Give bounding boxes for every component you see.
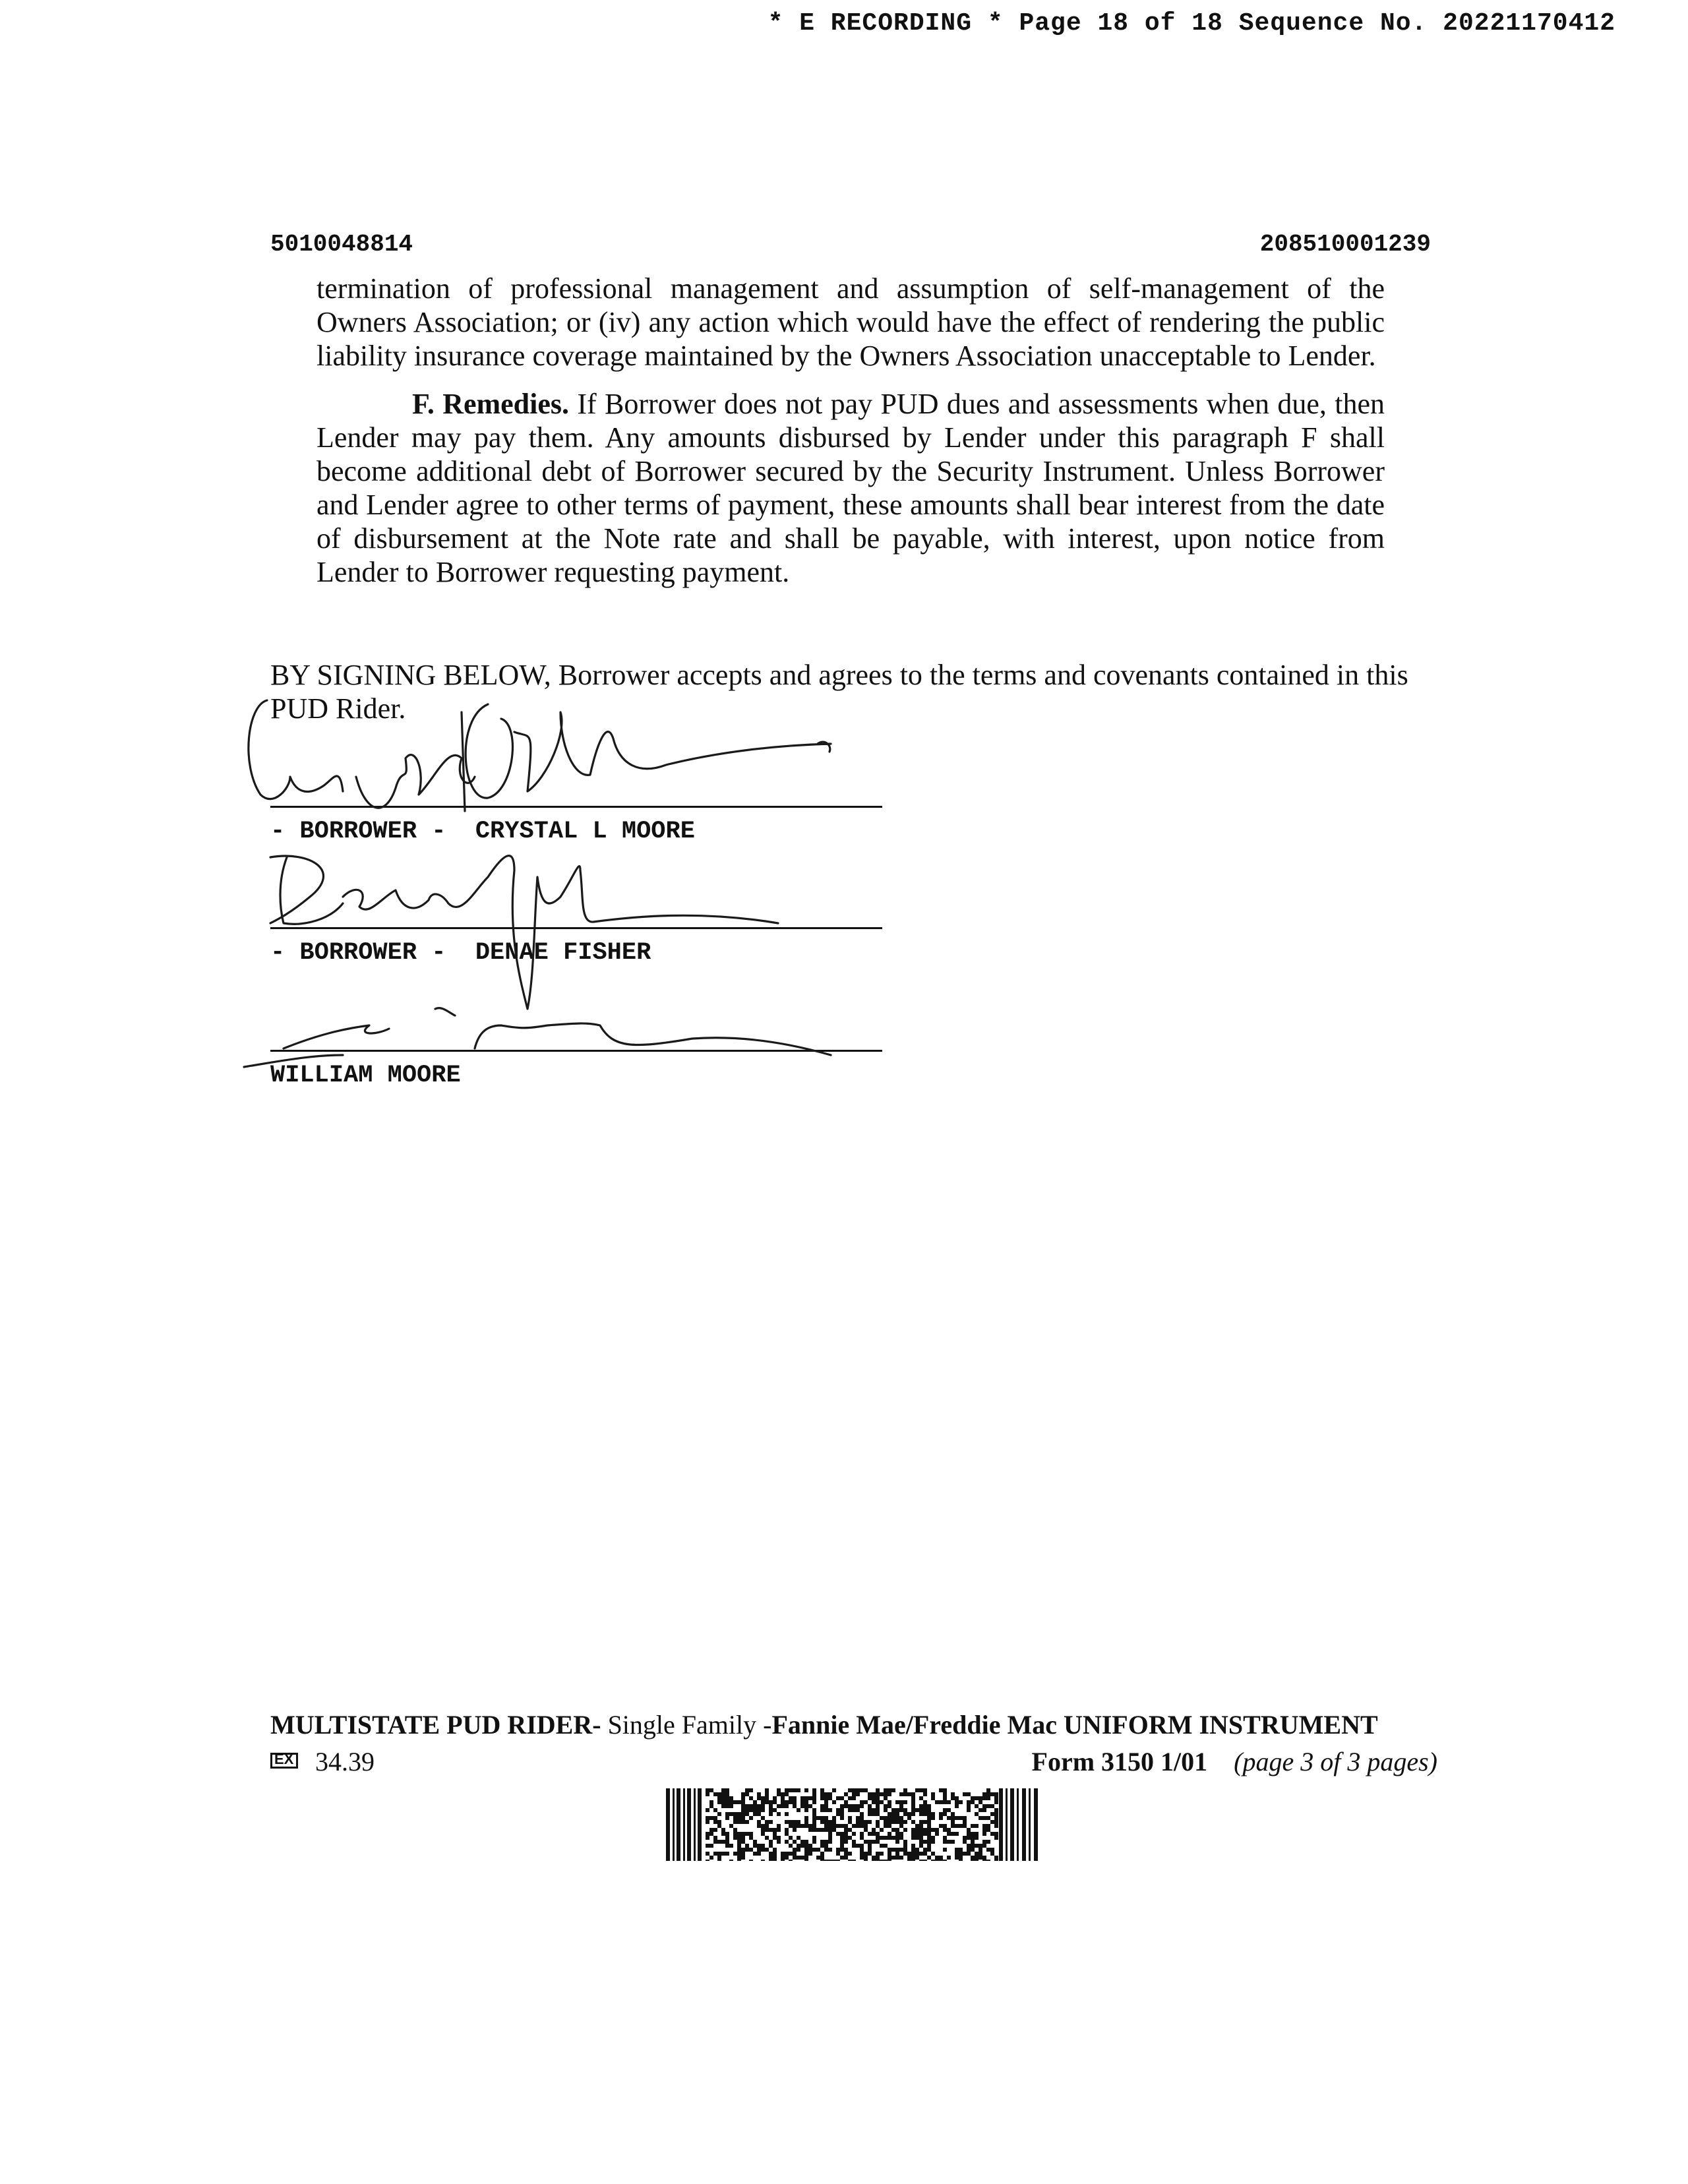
page-info: (page 3 of 3 pages) [1234, 1747, 1437, 1776]
signature-line-1 [270, 806, 882, 808]
signer-label-1: - BORROWER - CRYSTAL L MOORE [270, 818, 695, 845]
form-title [270, 1709, 1378, 1740]
signature-william-moore [244, 1008, 831, 1067]
loan-number-right: 208510001239 [1259, 231, 1431, 258]
loan-number-left: 5010048814 [270, 231, 413, 258]
form-code-row [270, 1746, 1437, 1778]
ex-box-icon [270, 1753, 298, 1769]
barcode-graphic [666, 1788, 1042, 1861]
signature-line-3 [270, 1050, 882, 1052]
signer-label-3: WILLIAM MOORE [270, 1062, 461, 1089]
form-id [1032, 1746, 1437, 1777]
rider-body-text [316, 272, 1385, 589]
signing-statement: BY SIGNING BELOW, Borrower accepts and agrees to the terms and covenants contained in this PUD Rider. [270, 659, 1408, 725]
remedies-text: If Borrower does not pay PUD dues and assessments when due, then Lender may pay them. Any amounts disbursed by Lender under this paragraph F shall become additional debt of Borrower secured by the Security Instrument. Unless Borrower and Lender agree to other terms of payment, these amounts shall bear interest from the date of disbursement at the Note rate and shall be payable, with interest, upon notice from Lender to Borrower requesting payment. [316, 388, 1385, 588]
ex-icon-text: EX [274, 1751, 294, 1767]
paragraph-remedies [316, 387, 1385, 589]
form-title-bold-2: Fannie Mae/Freddie Mac UNIFORM INSTRUMENT [771, 1710, 1378, 1740]
paragraph-continued: termination of professional management and assumption of self-management of the Owners Association; or (iv) any action which would have the effect of rendering the public liability insurance coverage maintained by the Owners Association unacceptable to Lender. [316, 272, 1385, 372]
recording-header: * E RECORDING * Page 18 of 18 Sequence No. 20221170412 [768, 9, 1615, 38]
form-title-regular: Single Family - [601, 1710, 772, 1740]
signature-denae-fisher [270, 856, 778, 1009]
form-title-bold-1: MULTISTATE PUD RIDER- [270, 1710, 601, 1740]
form-number: Form 3150 1/01 [1031, 1747, 1208, 1776]
form-code: 34.39 [315, 1747, 375, 1776]
signer-label-2: - BORROWER - DENAE FISHER [270, 939, 651, 967]
remedies-heading: F. Remedies. [412, 388, 570, 420]
signature-line-2 [270, 927, 882, 929]
